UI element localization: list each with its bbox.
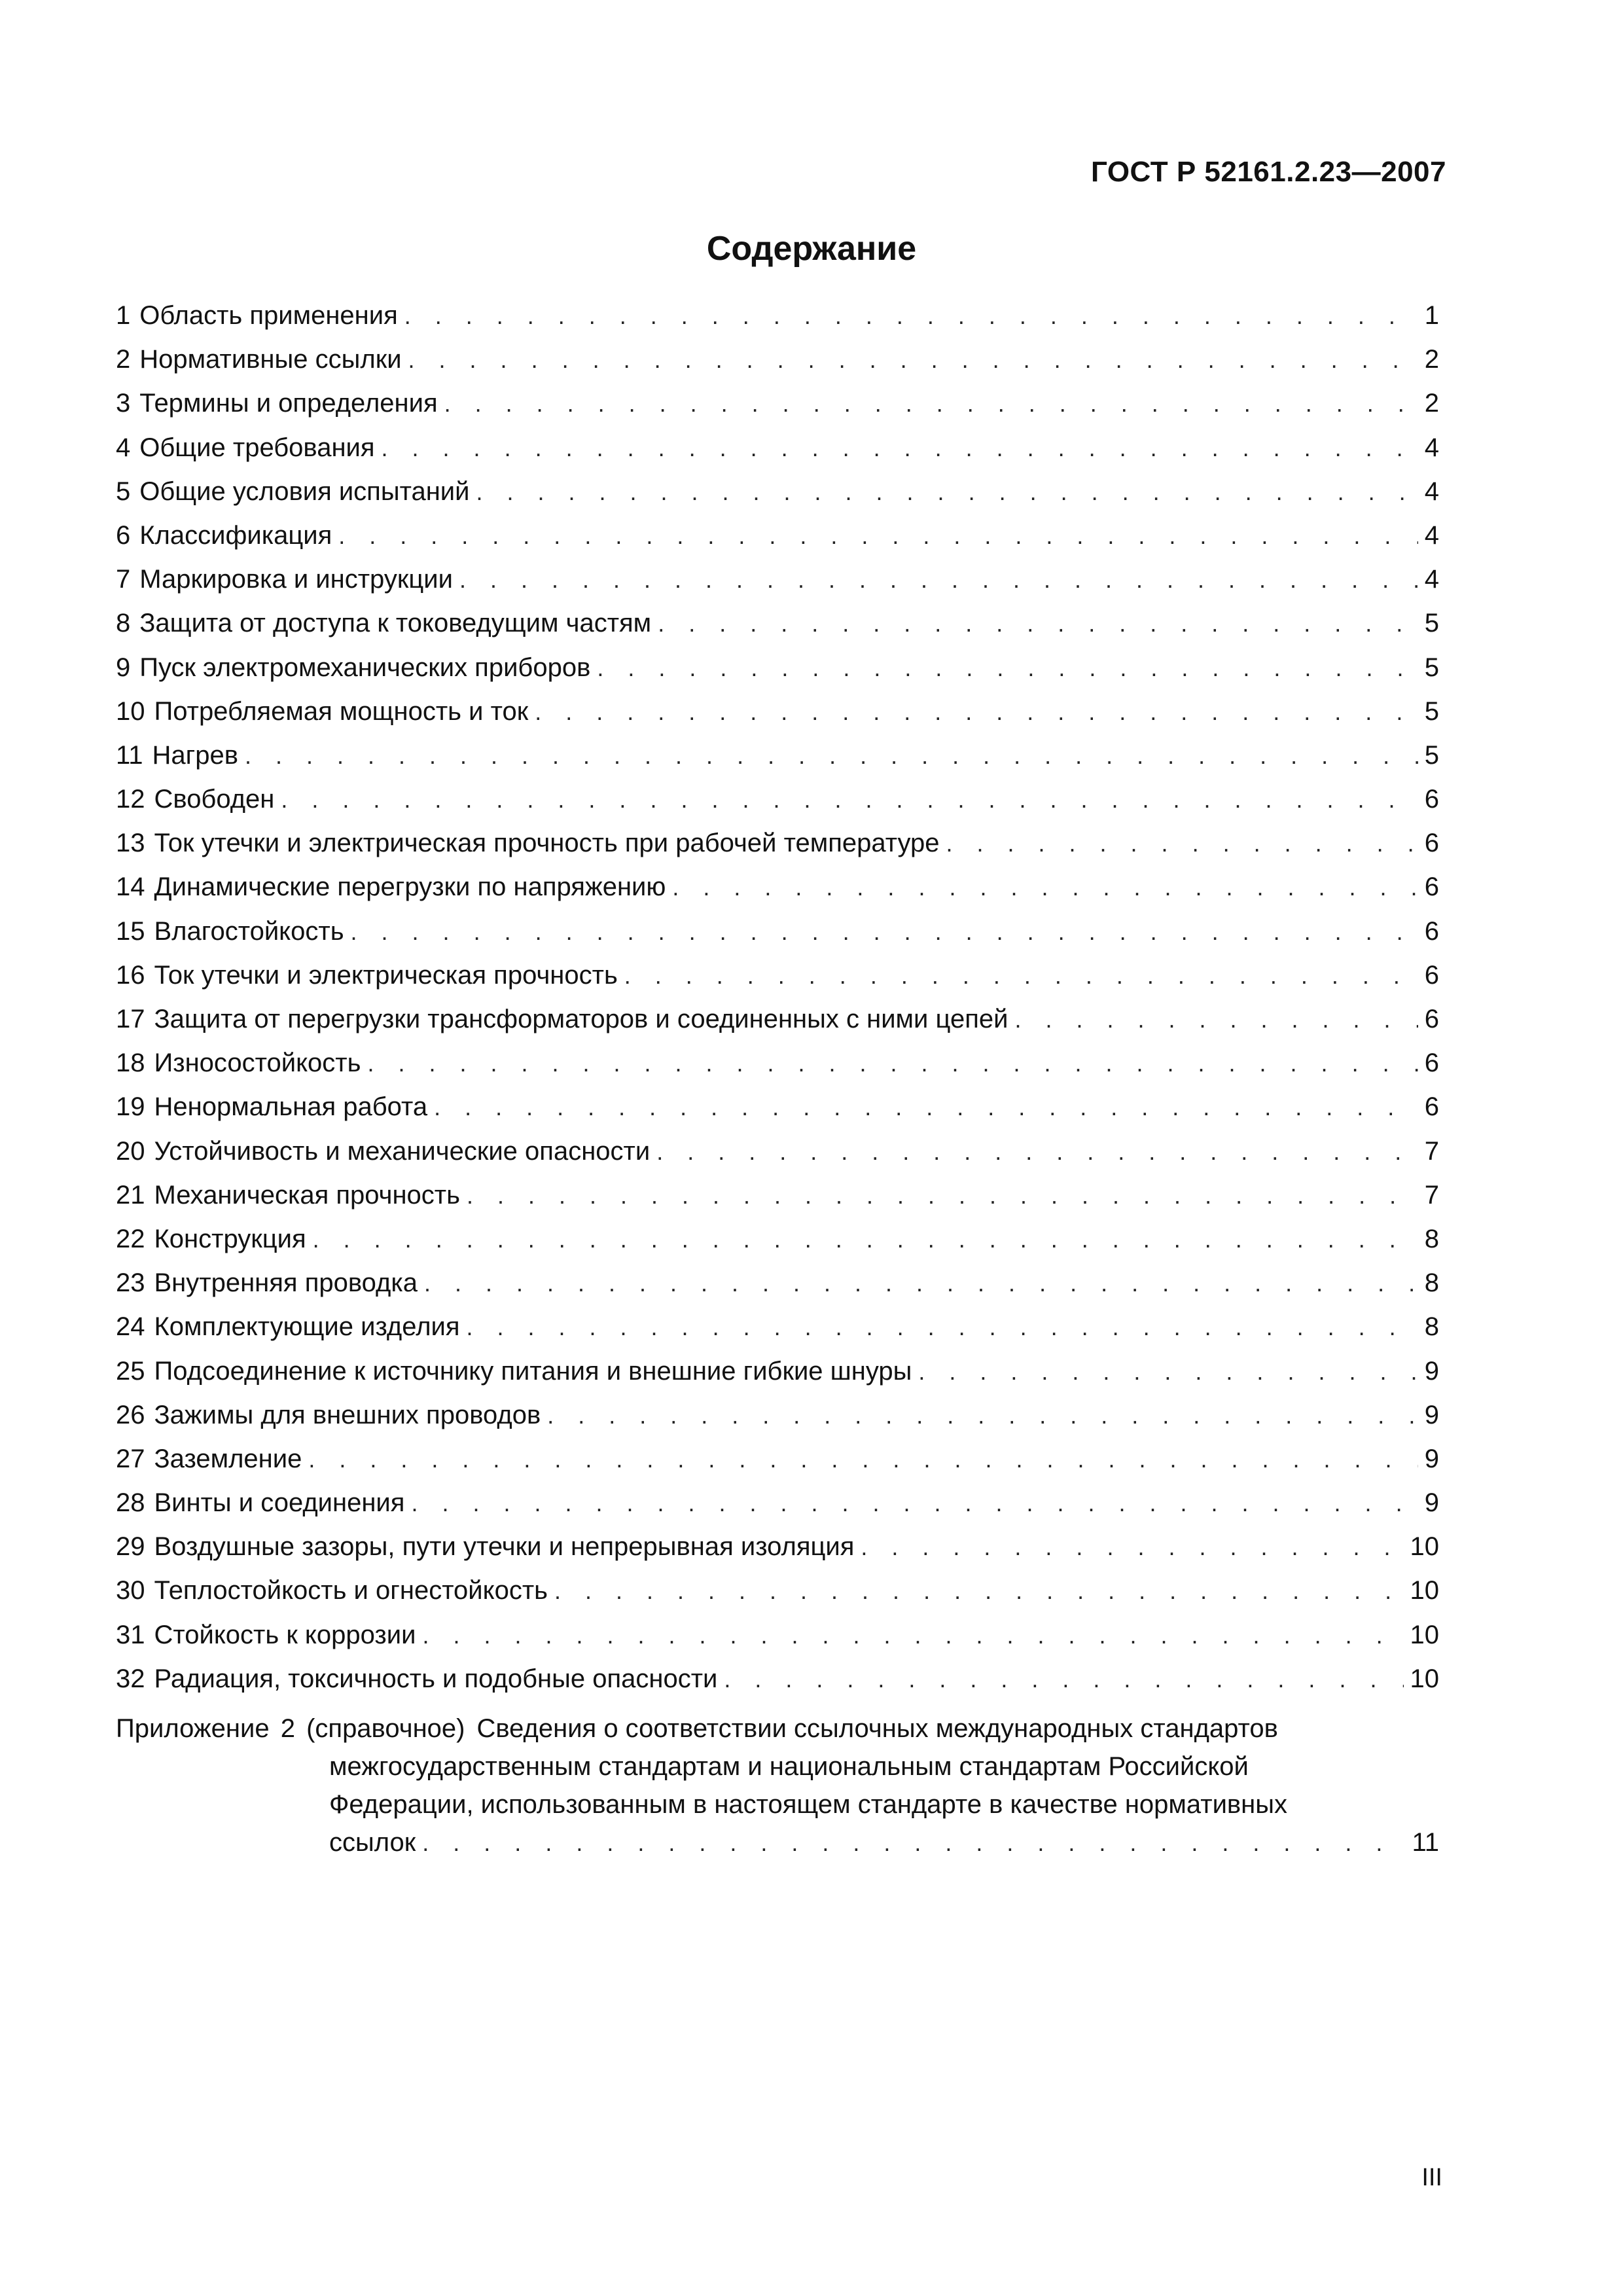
toc-entry-label: Общие требования (139, 433, 375, 462)
toc-entry-page: 8 (1424, 1224, 1439, 1253)
toc-entry[interactable] (116, 1575, 1439, 1619)
toc-entry[interactable] (116, 740, 1439, 783)
toc-entry-number: 2 (116, 345, 131, 374)
toc-entry-page: 6 (1424, 916, 1439, 946)
toc-entry-page: 4 (1424, 433, 1439, 462)
toc-entry[interactable] (116, 1355, 1439, 1399)
toc-entry-page: 9 (1424, 1400, 1439, 1429)
dot-leader (658, 608, 1418, 639)
toc-entry-label: Износостойкость (154, 1049, 361, 1078)
dot-leader (434, 1092, 1418, 1123)
toc-entry-page: 5 (1424, 696, 1439, 726)
toc-entry-page: 5 (1424, 740, 1439, 770)
annex-title-line-2: межгосударственным стандартам и национальным стандартам Российской (329, 1752, 1249, 1781)
toc-entry-label: Термины и определения (139, 389, 438, 418)
toc-entry-page: 4 (1424, 565, 1439, 594)
toc-entry-label: Свободен (154, 785, 275, 814)
toc-entry-number: 3 (116, 389, 131, 418)
toc-entry-number: 17 (116, 1005, 145, 1033)
dot-leader (467, 1180, 1418, 1211)
annex-title-line-1: Сведения о соответствии ссылочных международных стандартов (476, 1714, 1278, 1743)
toc-entry-page: 10 (1410, 1576, 1439, 1605)
dot-leader (411, 1488, 1418, 1519)
toc-entry-page: 5 (1424, 609, 1439, 638)
annex-title-line-3: Федерации, использованным в настоящем стандарте в качестве нормативных (329, 1790, 1288, 1819)
annex-page: 11 (1412, 1828, 1439, 1857)
dot-leader (404, 300, 1418, 332)
toc-entry-page: 2 (1424, 345, 1439, 374)
toc-entry-page: 8 (1424, 1268, 1439, 1298)
toc-entry-label: Устойчивость и механические опасности (154, 1136, 651, 1166)
toc-entry-number: 5 (116, 476, 131, 506)
dot-leader (597, 653, 1418, 684)
toc-entry-label: Нормативные ссылки (139, 345, 402, 374)
toc-entry-number: 4 (116, 433, 131, 462)
toc-entry-number: 1 (116, 301, 131, 330)
toc-entry-label: Заземление (154, 1444, 302, 1473)
toc-entry[interactable] (116, 300, 1439, 344)
toc-entry[interactable] (116, 520, 1439, 564)
toc-entry-label: Область применения (139, 301, 398, 330)
dot-leader (338, 520, 1418, 552)
toc-entry[interactable] (116, 607, 1439, 651)
dot-leader (422, 1620, 1403, 1651)
dot-leader (424, 1268, 1418, 1299)
dot-leader (624, 960, 1418, 992)
toc-entry[interactable] (116, 344, 1439, 387)
toc-entry-label: Радиация, токсичность и подобные опасности (154, 1664, 718, 1693)
toc-title: Содержание (706, 230, 917, 268)
toc-entry-label: Пуск электромеханических приборов (139, 653, 591, 682)
toc-entry[interactable] (116, 1531, 1439, 1575)
toc-entry-label: Комплектующие изделия (154, 1312, 460, 1342)
dot-leader (459, 564, 1418, 596)
toc-entry-page: 7 (1424, 1136, 1439, 1166)
toc-entry[interactable] (116, 476, 1439, 520)
toc-entry-number: 14 (116, 872, 145, 902)
toc-entry-number: 21 (116, 1180, 145, 1210)
toc-entry-number: 25 (116, 1356, 145, 1386)
toc-entry[interactable] (116, 1311, 1439, 1355)
toc-entry-label: Винты и соединения (154, 1488, 405, 1518)
toc-entry[interactable] (116, 387, 1439, 431)
toc-entry-page: 8 (1424, 1312, 1439, 1342)
table-of-contents (116, 300, 1439, 1862)
toc-entry[interactable] (116, 783, 1439, 827)
toc-entry-label: Конструкция (154, 1224, 306, 1253)
toc-entry-label: Ток утечки и электрическая прочность при рабочей температуре (154, 829, 940, 858)
toc-entry-page: 4 (1424, 476, 1439, 506)
toc-entry-number: 31 (116, 1620, 145, 1649)
toc-entry-page: 4 (1424, 520, 1439, 550)
toc-entry-number: 27 (116, 1444, 145, 1473)
toc-entry-number: 28 (116, 1488, 145, 1518)
dot-leader (245, 740, 1418, 772)
dot-leader (672, 872, 1418, 903)
toc-entry-label: Маркировка и инструкции (139, 565, 453, 594)
toc-entry-number: 12 (116, 785, 145, 814)
toc-entry-label: Стойкость к коррозии (154, 1620, 416, 1649)
toc-entry[interactable] (116, 1619, 1439, 1663)
toc-entry-number: 9 (116, 653, 131, 682)
dot-leader (444, 388, 1418, 420)
toc-entry-page: 6 (1424, 872, 1439, 902)
toc-entry-number: 29 (116, 1532, 145, 1562)
toc-entry-number: 15 (116, 916, 145, 946)
dot-leader (313, 1224, 1418, 1255)
dot-leader (1014, 1004, 1418, 1035)
annex-title-line-4: ссылок (329, 1828, 416, 1857)
toc-entry[interactable] (116, 871, 1439, 915)
toc-entry-label: Зажимы для внешних проводов (154, 1400, 541, 1429)
toc-entry-label: Защита от перегрузки трансформаторов и соединенных с ними цепей (154, 1005, 1008, 1033)
dot-leader (467, 1312, 1418, 1343)
dot-leader (351, 916, 1418, 948)
toc-entry-label: Теплостойкость и огнестойкость (154, 1576, 548, 1605)
toc-entry[interactable] (116, 1443, 1439, 1487)
toc-entry-label: Потребляемая мощность и ток (154, 696, 529, 726)
toc-entry-page: 10 (1410, 1532, 1439, 1562)
dot-leader (308, 1444, 1418, 1475)
toc-entry[interactable] (116, 1179, 1439, 1223)
toc-entry-page: 6 (1424, 785, 1439, 814)
dot-leader (422, 1824, 1405, 1862)
toc-entry-number: 10 (116, 696, 145, 726)
toc-entry-number: 20 (116, 1136, 145, 1166)
toc-entry-number: 22 (116, 1224, 145, 1253)
dot-leader (547, 1400, 1418, 1431)
toc-entry[interactable] (116, 1487, 1439, 1531)
page-number: III (1421, 2164, 1442, 2191)
toc-entry-page: 6 (1424, 829, 1439, 858)
dot-leader (367, 1048, 1418, 1079)
toc-entry-page: 6 (1424, 1049, 1439, 1078)
toc-entry[interactable] (116, 916, 1439, 960)
toc-entry[interactable] (116, 1003, 1439, 1047)
dot-leader (408, 344, 1418, 376)
toc-entry[interactable] (116, 1136, 1439, 1179)
toc-entry-number: 18 (116, 1049, 145, 1078)
dot-leader (724, 1664, 1403, 1695)
toc-entry[interactable] (116, 1091, 1439, 1135)
dot-leader (535, 696, 1418, 728)
toc-entry-label: Ненормальная работа (154, 1092, 428, 1122)
toc-entry[interactable] (116, 827, 1439, 871)
toc-entry-label: Подсоединение к источнику питания и внешние гибкие шнуры (154, 1356, 912, 1386)
toc-entry-number: 7 (116, 565, 131, 594)
toc-entry[interactable] (116, 1047, 1439, 1091)
toc-entry-number: 16 (116, 960, 145, 990)
toc-entry[interactable] (116, 1399, 1439, 1443)
dot-leader (918, 1356, 1418, 1388)
toc-entry-label: Динамические перегрузки по напряжению (154, 872, 666, 902)
toc-entry-page: 5 (1424, 653, 1439, 682)
toc-entry-number: 19 (116, 1092, 145, 1122)
toc-entry[interactable] (116, 1267, 1439, 1311)
annex-prefix: Приложение 2 (справочное) (116, 1714, 465, 1743)
toc-entry[interactable] (116, 652, 1439, 696)
toc-entry-page: 9 (1424, 1444, 1439, 1473)
dot-leader (382, 433, 1418, 464)
dot-leader (946, 828, 1418, 859)
toc-entry-page: 2 (1424, 389, 1439, 418)
dot-leader (476, 476, 1418, 508)
toc-entry-number: 32 (116, 1664, 145, 1693)
dot-leader (281, 784, 1418, 816)
toc-entry-page: 9 (1424, 1488, 1439, 1518)
dot-leader (656, 1136, 1418, 1168)
toc-entry[interactable] (116, 960, 1439, 1003)
toc-entry-label: Защита от доступа к токоведущим частям (139, 609, 652, 638)
toc-entry-page: 6 (1424, 1005, 1439, 1033)
toc-entry-label: Общие условия испытаний (139, 476, 470, 506)
dot-leader (554, 1575, 1403, 1607)
toc-entry-number: 24 (116, 1312, 145, 1342)
toc-entry-number: 13 (116, 829, 145, 858)
toc-entry-label: Ток утечки и электрическая прочность (154, 960, 618, 990)
toc-entry-number: 26 (116, 1400, 145, 1429)
toc-entry-page: 9 (1424, 1356, 1439, 1386)
dot-leader (861, 1532, 1403, 1563)
toc-entry[interactable] (116, 564, 1439, 607)
toc-entry-label: Влагостойкость (154, 916, 344, 946)
toc-entry-label: Классификация (139, 520, 332, 550)
toc-entry-page: 6 (1424, 960, 1439, 990)
toc-entry[interactable] (116, 432, 1439, 476)
toc-entry-page: 1 (1424, 301, 1439, 330)
toc-entry-number: 23 (116, 1268, 145, 1298)
toc-entry-page: 10 (1410, 1664, 1439, 1693)
toc-entry-label: Внутренняя проводка (154, 1268, 418, 1298)
toc-entry-number: 8 (116, 609, 131, 638)
toc-entry-page: 10 (1410, 1620, 1439, 1649)
toc-entry-label: Воздушные зазоры, пути утечки и непрерывная изоляция (154, 1532, 855, 1562)
toc-entry-label: Нагрев (152, 740, 238, 770)
toc-entry-number: 30 (116, 1576, 145, 1605)
toc-annex-entry[interactable] (116, 1710, 1439, 1862)
toc-entry-page: 7 (1424, 1180, 1439, 1210)
toc-entry-number: 6 (116, 520, 131, 550)
toc-entry-number: 11 (116, 740, 143, 770)
toc-entry[interactable] (116, 1223, 1439, 1267)
toc-entry-page: 6 (1424, 1092, 1439, 1122)
toc-entry-label: Механическая прочность (154, 1180, 460, 1210)
toc-entry[interactable] (116, 696, 1439, 740)
document-code: ГОСТ Р 52161.2.23—2007 (1090, 156, 1446, 188)
toc-entry[interactable] (116, 1663, 1439, 1707)
